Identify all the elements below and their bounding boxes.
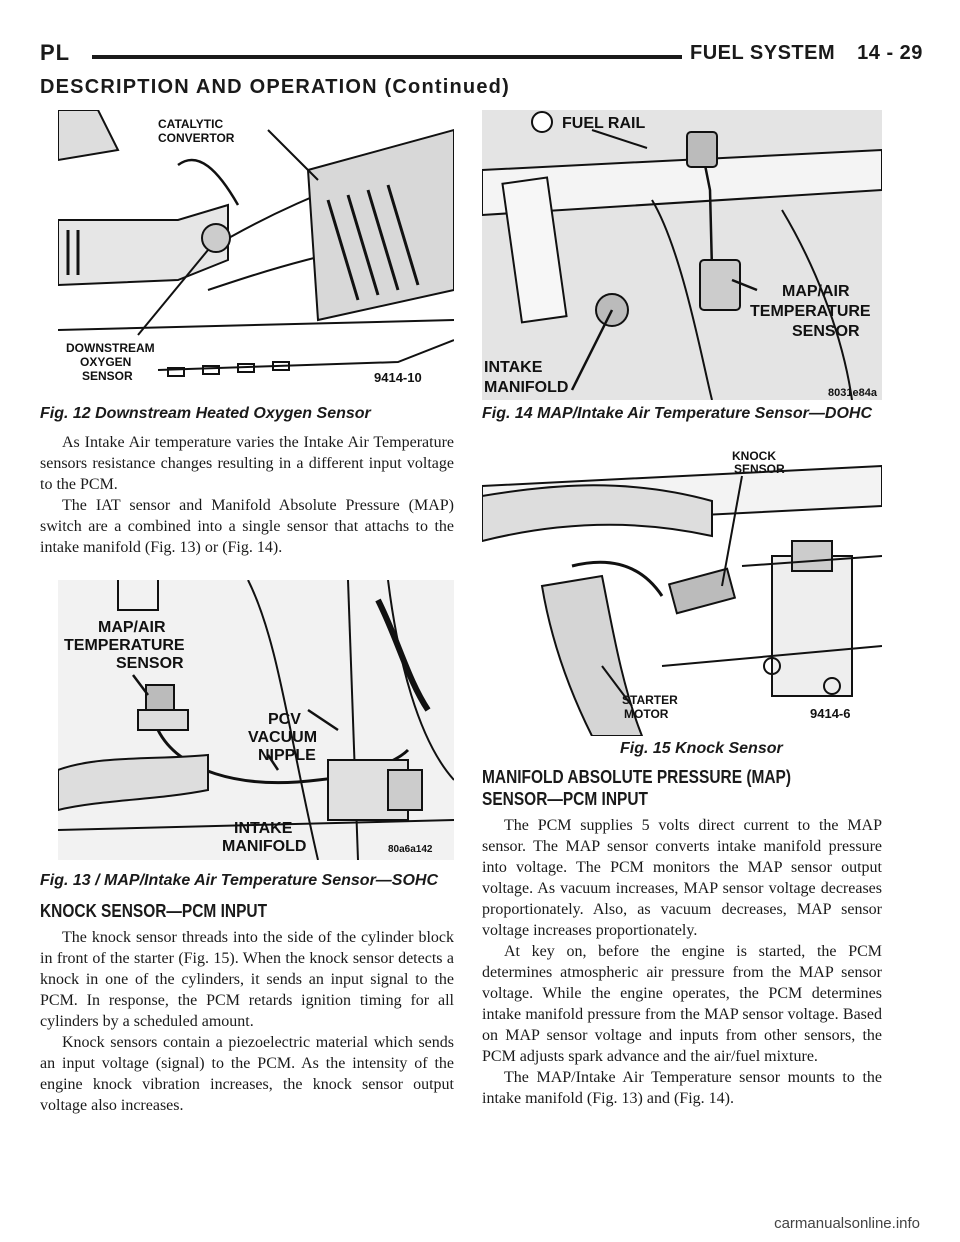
figure-12-caption: Fig. 12 Downstream Heated Oxygen Sensor xyxy=(40,405,371,422)
figure-12-illustration xyxy=(58,110,454,400)
paragraph-iat-resistance: As Intake Air temperature varies the Intake Air Temperature sensors resistance changes resulting in a different input voltage to the PCM. xyxy=(40,434,454,493)
fig15-label-4: MOTOR xyxy=(624,707,669,721)
section-title: FUEL SYSTEM xyxy=(690,42,836,64)
right-column-map xyxy=(482,766,882,1109)
figure-13-illustration xyxy=(58,580,454,860)
fig13-label-1: MAP/AIR xyxy=(98,619,166,636)
fig13-label-2: TEMPERATURE xyxy=(64,637,185,654)
fig12-label-1: CATALYTIC xyxy=(158,117,224,131)
fig13-label-7: INTAKE xyxy=(234,820,293,837)
fig14-label-5: INTAKE xyxy=(484,359,543,376)
fig14-label-6: MANIFOLD xyxy=(484,379,569,396)
heading-knock-sensor: KNOCK SENSOR—PCM INPUT xyxy=(40,901,268,921)
paragraph-map-3: The MAP/Intake Air Temperature sensor mounts to the intake manifold (Fig. 13) and (Fig. 14). xyxy=(482,1069,882,1107)
page-subtitle: DESCRIPTION AND OPERATION (Continued) xyxy=(40,76,510,98)
fig14-code: 8031e84a xyxy=(828,387,877,399)
fig14-label-2: MAP/AIR xyxy=(782,283,850,300)
fig15-code: 9414-6 xyxy=(810,706,851,721)
fig14-label-4: SENSOR xyxy=(792,323,860,340)
fig13-label-6: NIPPLE xyxy=(258,747,316,764)
fig13-label-5: VACUUM xyxy=(248,729,318,746)
header-rule xyxy=(92,55,682,59)
figure-14-drawing xyxy=(482,110,882,400)
figure-13-caption: Fig. 13 / MAP/Intake Air Temperature Sensor—SOHC xyxy=(40,872,439,889)
footer-watermark[interactable]: carmanualsonline.info xyxy=(774,1215,920,1232)
section-code: PL xyxy=(40,40,71,65)
fig15-label-3: STARTER xyxy=(622,693,678,707)
heading-map-sensor-line2: SENSOR—PCM INPUT xyxy=(482,789,649,809)
figure-15-illustration xyxy=(482,446,882,736)
figure-12-drawing xyxy=(58,110,454,400)
page-number: 14 - 29 xyxy=(857,42,923,64)
heading-map-sensor-line1: MANIFOLD ABSOLUTE PRESSURE (MAP) xyxy=(482,767,792,787)
left-column-top xyxy=(40,432,454,558)
paragraph-map-2: At key on, before the engine is started, the PCM determines atmospheric air pressure from the MAP sensor voltage. While the engine operates, the PCM determines intake manifold pressure from the MAP sensor voltage. Based on MAP sensor voltage and inputs from other sensors, the PCM adjusts spark advance and the air/fuel mixture. xyxy=(482,943,882,1065)
paragraph-knock-1: The knock sensor threads into the side of the cylinder block in front of the starter (Fig. 15). When the knock sensor detects a knock in one of the cylinders, it sends an input signal to the PCM. In response, the PCM retards ignition timing for all cylinders by a scheduled amount. xyxy=(40,929,454,1030)
fig14-label-1: FUEL RAIL xyxy=(562,115,646,132)
figure-14-illustration xyxy=(482,110,882,400)
fig12-label-3: DOWNSTREAM xyxy=(66,341,155,355)
paragraph-knock-2: Knock sensors contain a piezoelectric material which sends an input voltage (signal) to the PCM. As the intensity of the engine knock vibration increases, the knock sensor output voltage also increases. xyxy=(40,1034,454,1114)
paragraph-iat-map-combined: The IAT sensor and Manifold Absolute Pressure (MAP) switch are a combined into a single sensor that attachs to the intake manifold (Fig. 13) or (Fig. 14). xyxy=(40,497,454,556)
fig14-label-3: TEMPERATURE xyxy=(750,303,871,320)
fig12-label-2: CONVERTOR xyxy=(158,131,235,145)
figure-13-drawing xyxy=(58,580,454,860)
fig13-label-3: SENSOR xyxy=(116,655,184,672)
fig12-code: 9414-10 xyxy=(374,370,422,385)
fig12-label-5: SENSOR xyxy=(82,369,133,383)
left-column-knock xyxy=(40,900,454,1116)
fig15-label-1: KNOCK xyxy=(732,449,776,463)
figure-14-caption: Fig. 14 MAP/Intake Air Temperature Sensor—DOHC xyxy=(482,405,873,422)
fig12-label-4: OXYGEN xyxy=(80,355,132,369)
figure-15-drawing xyxy=(482,446,882,736)
fig13-label-8: MANIFOLD xyxy=(222,838,307,855)
paragraph-map-1: The PCM supplies 5 volts direct current to the MAP sensor. The MAP sensor converts intake manifold pressure into voltage. The PCM monitors the MAP sensor output voltage. As vacuum increases, MAP sensor voltage decreases proportionately. Also, as vacuum decreases, MAP sensor voltage increases proportionately. xyxy=(482,817,882,939)
fig13-code: 80a6a142 xyxy=(388,844,433,855)
fig13-label-4: PCV xyxy=(268,711,301,728)
section-header xyxy=(690,42,923,65)
figure-15-caption: Fig. 15 Knock Sensor xyxy=(620,740,783,757)
fig15-label-2: SENSOR xyxy=(734,462,785,476)
